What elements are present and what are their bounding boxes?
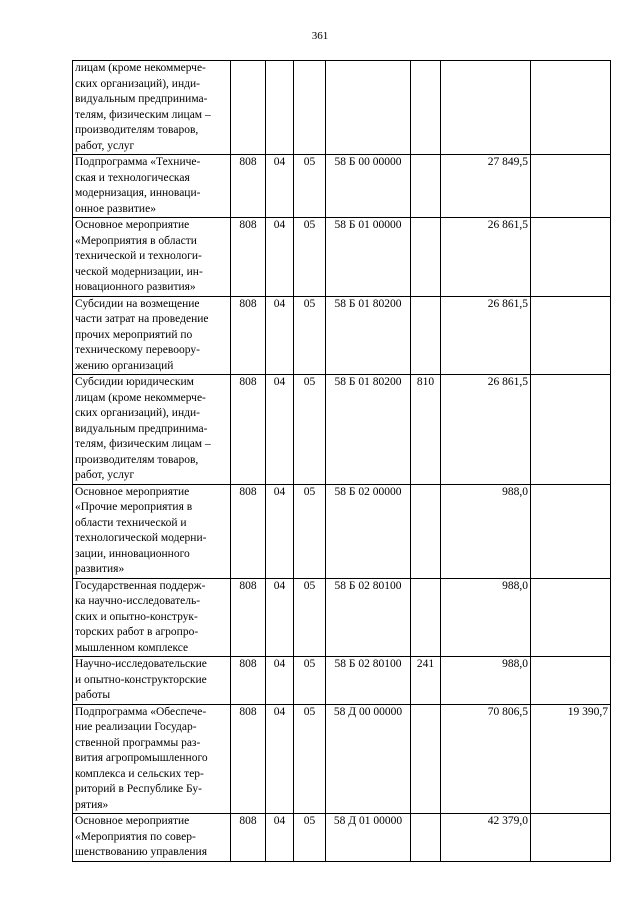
- row-section-code: 04: [266, 218, 294, 297]
- row-section-code: 04: [266, 814, 294, 862]
- row-amount: 988,0: [441, 578, 531, 657]
- row-name: Государственная поддерж- ка научно-исследователь- ских и опытно-конструк- торских работ в агропро- мышленном комплексе: [73, 578, 231, 657]
- row-grbs-code: 808: [231, 704, 266, 814]
- row-target-article: 58 Б 00 00000: [326, 155, 411, 218]
- row-name: Основное мероприятие «Мероприятия в области технической и технологи- ческой модернизации, ин- новационного развития»: [73, 218, 231, 297]
- row-subsection-code: 05: [294, 375, 326, 485]
- row-amount-extra: [531, 218, 611, 297]
- row-grbs-code: 808: [231, 484, 266, 578]
- row-subsection-code: [294, 61, 326, 155]
- table-row: [73, 375, 611, 485]
- row-amount-extra: [531, 578, 611, 657]
- row-subsection-code: 05: [294, 218, 326, 297]
- row-expense-type: [411, 61, 441, 155]
- row-name: Субсидии на возмещение части затрат на проведение прочих мероприятий по техническому перевоору- жению организаций: [73, 296, 231, 375]
- row-section-code: 04: [266, 155, 294, 218]
- row-amount: 26 861,5: [441, 218, 531, 297]
- row-expense-type: [411, 218, 441, 297]
- row-target-article: 58 Д 01 00000: [326, 814, 411, 862]
- page-number: 361: [311, 30, 329, 42]
- row-expense-type: 241: [411, 657, 441, 705]
- table-row: [73, 218, 611, 297]
- row-subsection-code: 05: [294, 657, 326, 705]
- row-target-article: [326, 61, 411, 155]
- row-amount-extra: [531, 155, 611, 218]
- row-target-article: 58 Б 01 80200: [326, 375, 411, 485]
- row-amount: [441, 61, 531, 155]
- row-amount-extra: [531, 484, 611, 578]
- row-expense-type: [411, 155, 441, 218]
- row-section-code: 04: [266, 704, 294, 814]
- row-name: Подпрограмма «Обеспече- ние реализации Государ- ственной программы раз- вития агропромышленного комплекса и сельских тер- риторий в Республике Бу- рятия»: [73, 704, 231, 814]
- row-amount: 988,0: [441, 657, 531, 705]
- row-subsection-code: 05: [294, 155, 326, 218]
- row-expense-type: [411, 296, 441, 375]
- row-amount-extra: [531, 814, 611, 862]
- table-row: [73, 484, 611, 578]
- row-expense-type: [411, 484, 441, 578]
- row-target-article: 58 Б 02 80100: [326, 578, 411, 657]
- row-expense-type: [411, 814, 441, 862]
- table-row: [73, 814, 611, 862]
- row-subsection-code: 05: [294, 704, 326, 814]
- row-amount-extra: [531, 61, 611, 155]
- table-row: [73, 155, 611, 218]
- row-amount: 988,0: [441, 484, 531, 578]
- row-grbs-code: 808: [231, 218, 266, 297]
- row-target-article: 58 Б 02 80100: [326, 657, 411, 705]
- row-subsection-code: 05: [294, 296, 326, 375]
- row-grbs-code: 808: [231, 657, 266, 705]
- row-section-code: 04: [266, 375, 294, 485]
- row-grbs-code: 808: [231, 296, 266, 375]
- row-subsection-code: 05: [294, 578, 326, 657]
- row-target-article: 58 Б 02 00000: [326, 484, 411, 578]
- row-amount: 27 849,5: [441, 155, 531, 218]
- row-grbs-code: 808: [231, 155, 266, 218]
- row-grbs-code: [231, 61, 266, 155]
- row-amount: 70 806,5: [441, 704, 531, 814]
- table-row: [73, 657, 611, 705]
- row-section-code: 04: [266, 578, 294, 657]
- row-amount: 42 379,0: [441, 814, 531, 862]
- row-grbs-code: 808: [231, 375, 266, 485]
- row-expense-type: 810: [411, 375, 441, 485]
- row-amount-extra: [531, 296, 611, 375]
- table-row: [73, 61, 611, 155]
- row-target-article: 58 Б 01 00000: [326, 218, 411, 297]
- row-name: Основное мероприятие «Прочие мероприятия в области технической и технологической модерни- зации, инновационного развития»: [73, 484, 231, 578]
- row-target-article: 58 Д 00 00000: [326, 704, 411, 814]
- row-grbs-code: 808: [231, 814, 266, 862]
- table-row: [73, 578, 611, 657]
- row-section-code: 04: [266, 484, 294, 578]
- row-expense-type: [411, 704, 441, 814]
- row-section-code: 04: [266, 657, 294, 705]
- row-name: лицам (кроме некоммерче- ских организаций), инди- видуальным предпринима- телям, физическим лицам – производителям товаров, работ, услуг: [73, 61, 231, 155]
- row-amount: 26 861,5: [441, 375, 531, 485]
- row-amount-extra: [531, 375, 611, 485]
- budget-table: [72, 60, 611, 862]
- row-target-article: 58 Б 01 80200: [326, 296, 411, 375]
- row-grbs-code: 808: [231, 578, 266, 657]
- row-section-code: [266, 61, 294, 155]
- table-row: [73, 704, 611, 814]
- row-amount-extra: [531, 657, 611, 705]
- row-name: Подпрограмма «Техниче- ская и технологическая модернизация, инноваци- онное развитие»: [73, 155, 231, 218]
- table-row: [73, 296, 611, 375]
- row-expense-type: [411, 578, 441, 657]
- row-name: Субсидии юридическим лицам (кроме некоммерче- ских организаций), инди- видуальным предпринима- телям, физическим лицам – производителям товаров, работ, услуг: [73, 375, 231, 485]
- row-subsection-code: 05: [294, 814, 326, 862]
- row-name: Научно-исследовательские и опытно-конструкторские работы: [73, 657, 231, 705]
- row-section-code: 04: [266, 296, 294, 375]
- row-amount: 26 861,5: [441, 296, 531, 375]
- row-name: Основное мероприятие «Мероприятия по совер- шенствованию управления: [73, 814, 231, 862]
- row-subsection-code: 05: [294, 484, 326, 578]
- row-amount-extra: 19 390,7: [531, 704, 611, 814]
